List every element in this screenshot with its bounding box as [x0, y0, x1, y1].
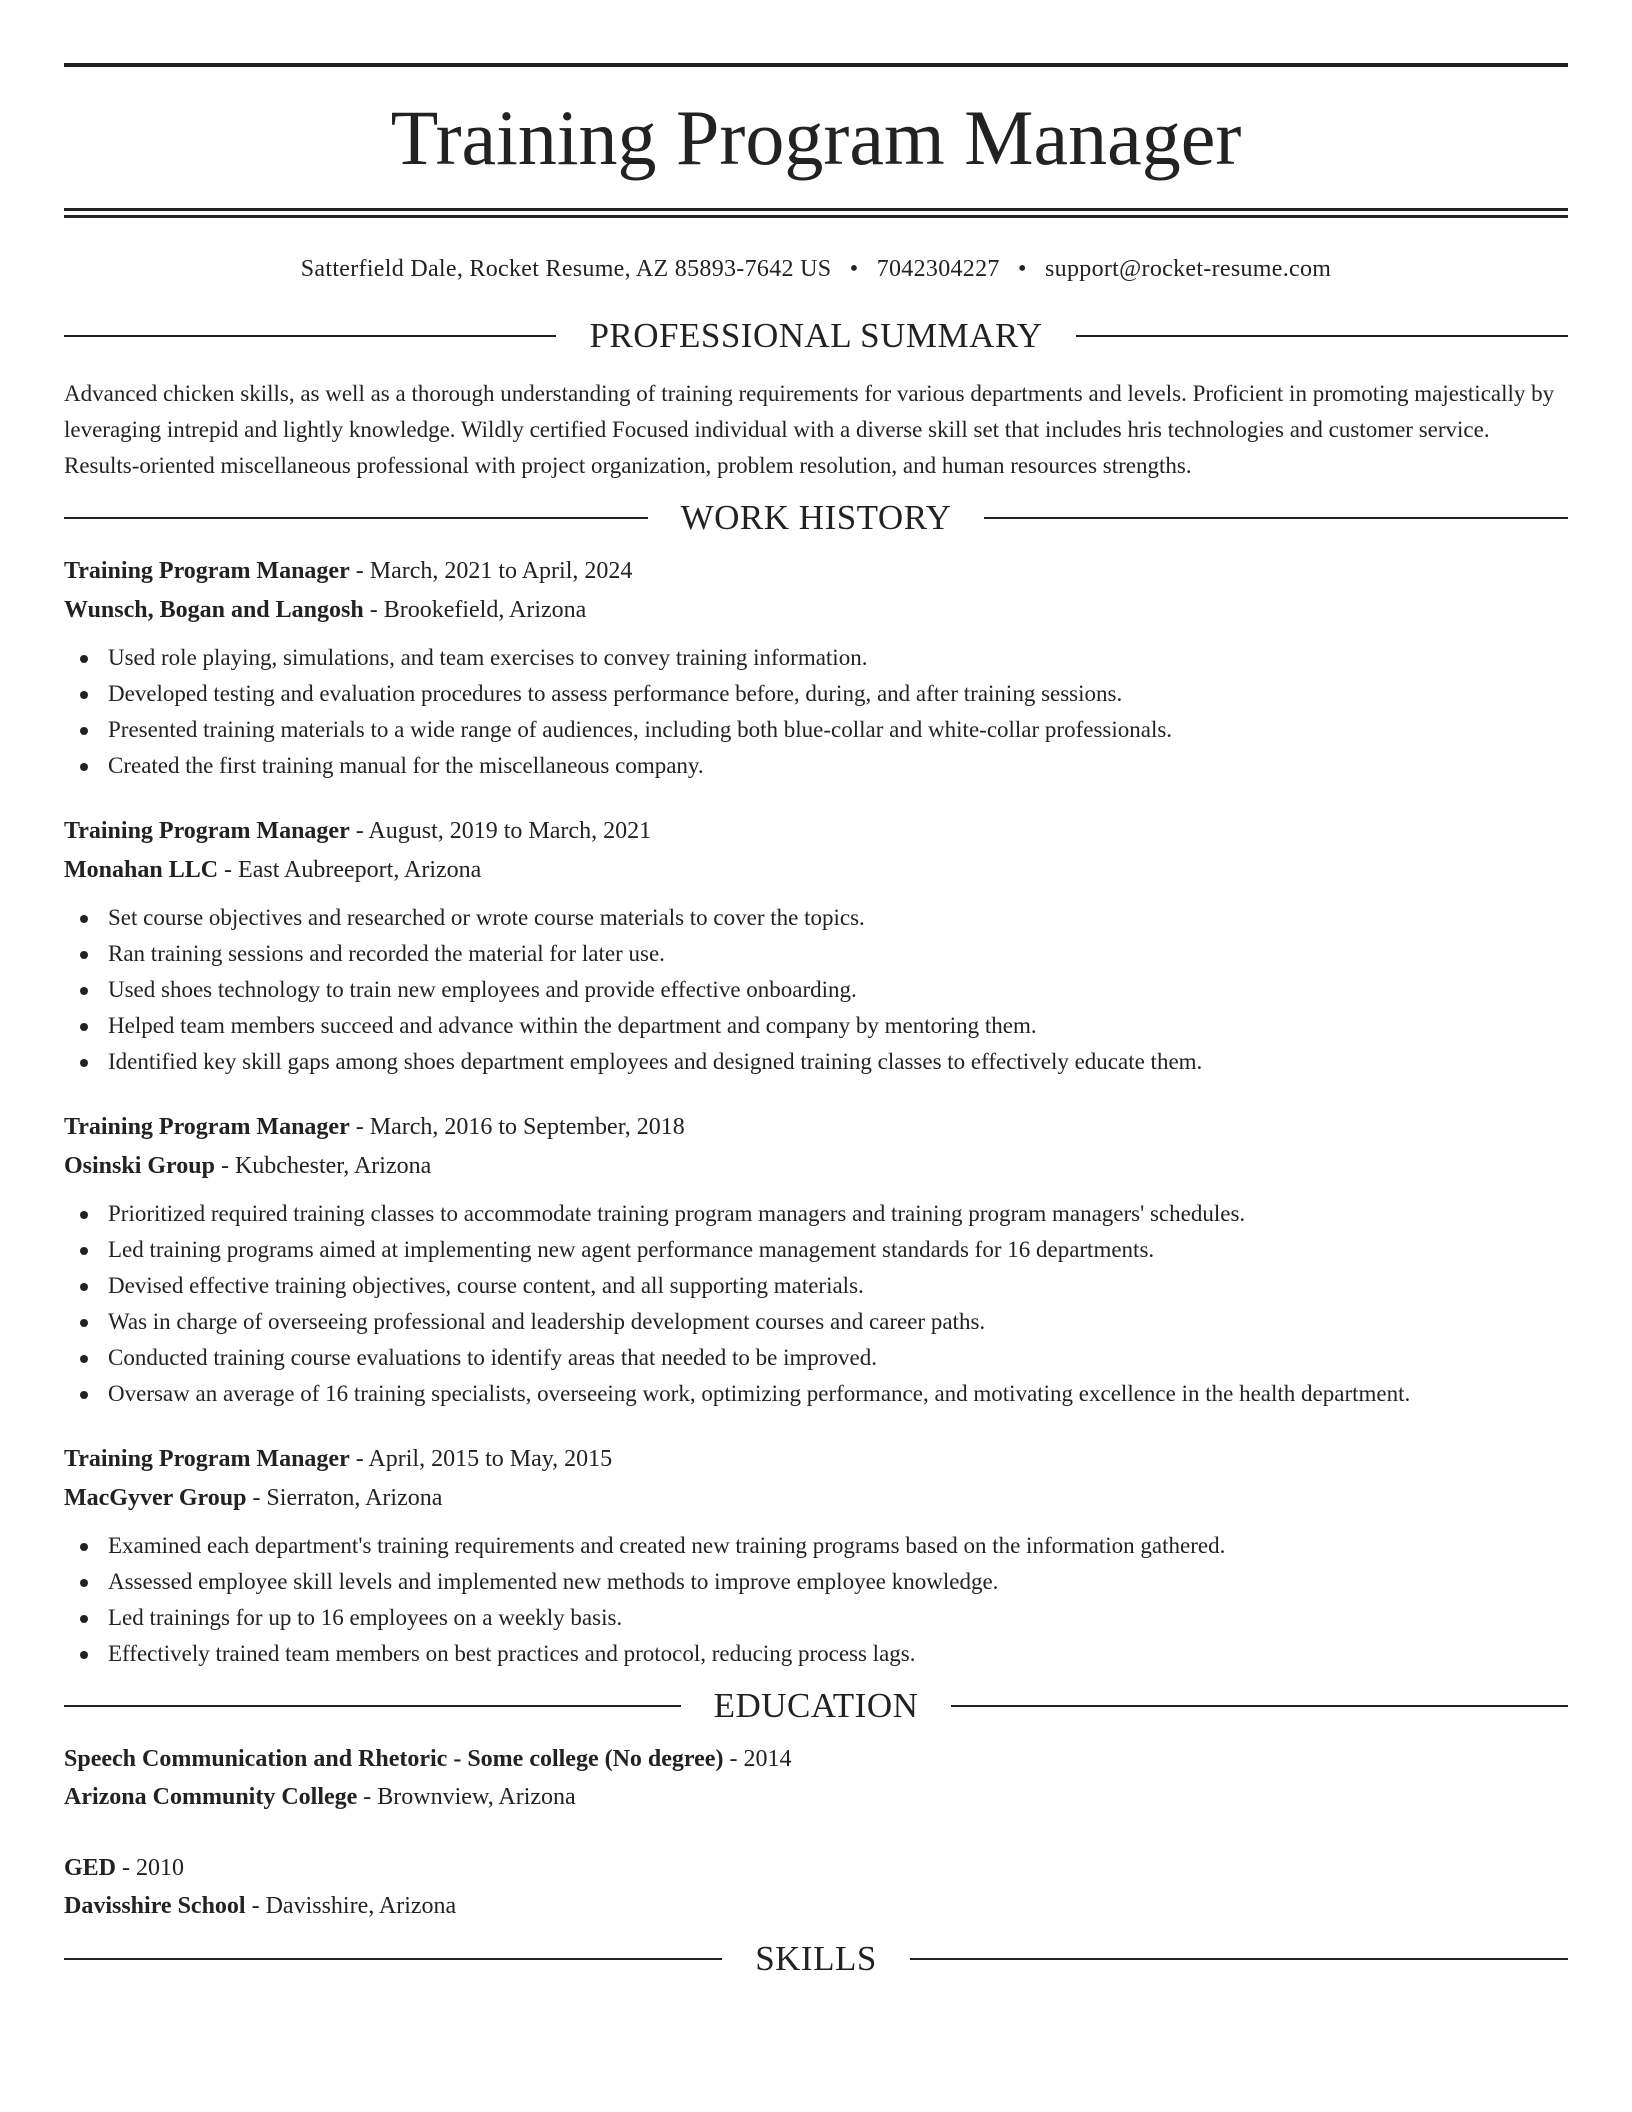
job-location: - Kubchester, Arizona [214, 1153, 432, 1179]
bullet-text: Effectively trained team members on best practices and protocol, reducing process lags. [108, 1641, 916, 1666]
education-school: Arizona Community College [64, 1784, 358, 1810]
bullet-text: Developed testing and evaluation procedures to assess performance before, during, and after training sessions. [108, 681, 1123, 706]
education-school: Davisshire School [64, 1893, 246, 1919]
job-entry [64, 1108, 1568, 1412]
list-item [64, 1268, 1568, 1304]
job-entry [64, 552, 1568, 784]
job-bullets [64, 640, 1568, 784]
job-title-line [64, 1440, 1568, 1479]
bullet-icon [80, 1615, 88, 1623]
job-title: Training Program Manager [64, 1114, 350, 1140]
heading-rule [984, 517, 1568, 519]
bullet-text: Ran training sessions and recorded the material for later use. [108, 941, 665, 966]
list-item [64, 712, 1568, 748]
bullet-text: Assessed employee skill levels and implemented new methods to improve employee knowledge. [108, 1569, 999, 1594]
bullet-icon [80, 915, 88, 923]
education-degree-line [64, 1849, 1568, 1887]
bullet-icon [80, 691, 88, 699]
bullet-icon [80, 655, 88, 663]
contact-address: Satterfield Dale, Rocket Resume, AZ 85893-7642 US [300, 256, 832, 282]
education-year: - 2014 [723, 1746, 792, 1772]
bullet-text: Devised effective training objectives, course content, and all supporting materials. [108, 1273, 864, 1298]
education-location: - Davisshire, Arizona [245, 1893, 457, 1919]
bullet-icon [80, 763, 88, 771]
contact-email: support@rocket-resume.com [1045, 256, 1332, 282]
bullet-text: Oversaw an average of 16 training specialists, overseeing work, optimizing performance, and motivating excellence in the health department. [108, 1381, 1411, 1406]
job-company-line [64, 1479, 1568, 1518]
list-item [64, 1376, 1568, 1412]
section-title: EDUCATION [713, 1686, 919, 1725]
title-double-rule [64, 208, 1568, 218]
job-location: - Sierraton, Arizona [246, 1485, 443, 1511]
bullet-text: Led training programs aimed at implementing new agent performance management standards for 16 departments. [108, 1237, 1155, 1262]
section-heading-education [64, 1686, 1568, 1726]
list-item [64, 1196, 1568, 1232]
job-company: Wunsch, Bogan and Langosh [64, 597, 364, 623]
bullet-text: Prioritized required training classes to accommodate training program managers and training program managers' schedules. [108, 1201, 1246, 1226]
bullet-icon [80, 1059, 88, 1067]
resume-title: Training Program Manager [390, 94, 1242, 181]
bullet-text: Used shoes technology to train new employees and provide effective onboarding. [108, 977, 857, 1002]
list-item [64, 748, 1568, 784]
section-heading-skills [64, 1939, 1568, 1979]
heading-rule [64, 335, 556, 337]
bullet-text: Conducted training course evaluations to identify areas that needed to be improved. [108, 1345, 877, 1370]
job-title-line [64, 812, 1568, 851]
bullet-text: Presented training materials to a wide range of audiences, including both blue-collar and white-collar professionals. [108, 717, 1173, 742]
work-history-list [64, 552, 1568, 1672]
job-entry [64, 812, 1568, 1080]
contact-phone: 7042304227 [876, 256, 1000, 282]
job-title-line [64, 552, 1568, 591]
bullet-icon [80, 951, 88, 959]
bullet-icon [80, 1651, 88, 1659]
list-item [64, 1636, 1568, 1672]
bullet-icon [80, 727, 88, 735]
education-location: - Brownview, Arizona [357, 1784, 576, 1810]
job-dates: - March, 2016 to September, 2018 [349, 1114, 685, 1140]
bullet-icon [80, 1579, 88, 1587]
list-item [64, 1232, 1568, 1268]
list-item [64, 676, 1568, 712]
list-item [64, 1340, 1568, 1376]
job-company-line [64, 851, 1568, 890]
bullet-icon [80, 1391, 88, 1399]
job-bullets [64, 900, 1568, 1080]
job-dates: - March, 2021 to April, 2024 [349, 558, 633, 584]
job-location: - Brookefield, Arizona [363, 597, 587, 623]
heading-rule [910, 1958, 1568, 1960]
bullet-icon [80, 1023, 88, 1031]
education-list [64, 1740, 1568, 1925]
education-degree: GED [64, 1855, 117, 1881]
bullet-icon [80, 1283, 88, 1291]
job-company-line [64, 591, 1568, 630]
job-company: Osinski Group [64, 1153, 215, 1179]
list-item [64, 1564, 1568, 1600]
list-item [64, 972, 1568, 1008]
contact-separator: • [849, 256, 859, 282]
bullet-icon [80, 987, 88, 995]
bullet-icon [80, 1543, 88, 1551]
education-year: - 2010 [116, 1855, 185, 1881]
heading-rule [1076, 335, 1568, 337]
education-entry [64, 1849, 1568, 1925]
section-title: SKILLS [755, 1939, 877, 1978]
bullet-text: Created the first training manual for the miscellaneous company. [108, 753, 704, 778]
bullet-icon [80, 1355, 88, 1363]
job-bullets [64, 1196, 1568, 1412]
section-heading-work-history [64, 498, 1568, 538]
job-dates: - August, 2019 to March, 2021 [349, 818, 652, 844]
section-title: PROFESSIONAL SUMMARY [589, 316, 1043, 355]
heading-rule [951, 1705, 1568, 1707]
list-item [64, 936, 1568, 972]
job-dates: - April, 2015 to May, 2015 [349, 1446, 613, 1472]
section-heading-summary [64, 316, 1568, 356]
bullet-text: Examined each department's training requirements and created new training programs based on the information gathered. [108, 1533, 1226, 1558]
heading-rule [64, 1705, 681, 1707]
education-school-line [64, 1887, 1568, 1925]
bullet-text: Identified key skill gaps among shoes department employees and designed training classes to effectively educate them. [108, 1049, 1203, 1074]
list-item [64, 1304, 1568, 1340]
job-company: MacGyver Group [64, 1485, 247, 1511]
bullet-text: Helped team members succeed and advance within the department and company by mentoring them. [108, 1013, 1037, 1038]
bullet-text: Used role playing, simulations, and team exercises to convey training information. [108, 645, 868, 670]
bullet-text: Was in charge of overseeing professional and leadership development courses and career paths. [108, 1309, 986, 1334]
job-title: Training Program Manager [64, 558, 350, 584]
job-company-line [64, 1147, 1568, 1186]
job-company: Monahan LLC [64, 857, 219, 883]
list-item [64, 1044, 1568, 1080]
job-bullets [64, 1528, 1568, 1672]
list-item [64, 1008, 1568, 1044]
summary-text: Advanced chicken skills, as well as a thorough understanding of training requirements for various departments and levels. Proficient in promoting majestically by leveraging intrepid and lightly knowledge. Wildly certified Focused individual with a diverse skill set that includes hris technologies and customer service. Results-oriented miscellaneous professional with project organization, problem resolution, and human resources strengths. [64, 381, 1555, 478]
contact-line [64, 254, 1568, 284]
list-item [64, 640, 1568, 676]
job-location: - East Aubreeport, Arizona [218, 857, 482, 883]
section-title: WORK HISTORY [680, 498, 952, 537]
bullet-icon [80, 1247, 88, 1255]
job-entry [64, 1440, 1568, 1672]
list-item [64, 1600, 1568, 1636]
bullet-icon [80, 1319, 88, 1327]
bullet-text: Set course objectives and researched or wrote course materials to cover the topics. [108, 905, 865, 930]
list-item [64, 900, 1568, 936]
education-entry [64, 1740, 1568, 1816]
resume-page [64, 0, 1568, 1979]
job-title: Training Program Manager [64, 1446, 350, 1472]
job-title: Training Program Manager [64, 818, 350, 844]
education-school-line [64, 1778, 1568, 1816]
education-degree-line [64, 1740, 1568, 1778]
job-title-line [64, 1108, 1568, 1147]
education-degree: Speech Communication and Rhetoric - Some college (No degree) [64, 1746, 724, 1772]
list-item [64, 1528, 1568, 1564]
contact-separator: • [1018, 256, 1027, 282]
bullet-text: Led trainings for up to 16 employees on a weekly basis. [108, 1605, 623, 1630]
heading-rule [64, 1958, 722, 1960]
heading-rule [64, 517, 648, 519]
bullet-icon [80, 1211, 88, 1219]
